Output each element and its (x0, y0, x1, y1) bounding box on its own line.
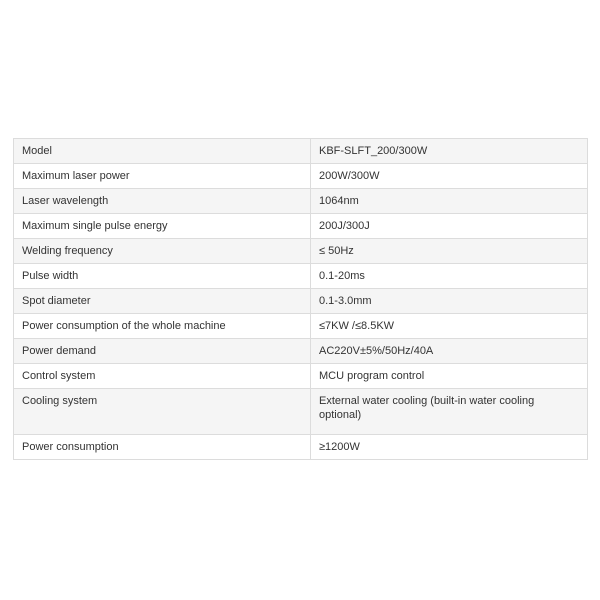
row-value: 1064nm (311, 189, 588, 214)
table-row (14, 264, 588, 289)
row-label: Spot diameter (14, 289, 311, 314)
row-label: Maximum laser power (14, 164, 311, 189)
row-label: Power demand (14, 339, 311, 364)
table-row (14, 139, 588, 164)
row-label: Power consumption of the whole machine (14, 314, 311, 339)
row-label: Welding frequency (14, 239, 311, 264)
table-row (14, 314, 588, 339)
specification-table (13, 138, 588, 460)
row-label: Laser wavelength (14, 189, 311, 214)
row-value: 0.1-20ms (311, 264, 588, 289)
row-label: Cooling system (14, 389, 311, 435)
row-value: 200W/300W (311, 164, 588, 189)
table-row (14, 289, 588, 314)
row-label: Control system (14, 364, 311, 389)
row-value: ≥1200W (311, 435, 588, 460)
table-row (14, 214, 588, 239)
row-value: AC220V±5%/50Hz/40A (311, 339, 588, 364)
row-value: 200J/300J (311, 214, 588, 239)
row-value: ≤7KW /≤8.5KW (311, 314, 588, 339)
table-row (14, 435, 588, 460)
row-value: External water cooling (built-in water cooling optional) (311, 389, 588, 435)
table-row (14, 339, 588, 364)
row-label: Model (14, 139, 311, 164)
row-value: 0.1-3.0mm (311, 289, 588, 314)
table-row (14, 164, 588, 189)
table-row (14, 364, 588, 389)
table-row (14, 239, 588, 264)
row-label: Power consumption (14, 435, 311, 460)
table-row (14, 389, 588, 435)
table-row (14, 189, 588, 214)
row-value: KBF-SLFT_200/300W (311, 139, 588, 164)
row-label: Maximum single pulse energy (14, 214, 311, 239)
row-value: ≤ 50Hz (311, 239, 588, 264)
row-value: MCU program control (311, 364, 588, 389)
row-label: Pulse width (14, 264, 311, 289)
